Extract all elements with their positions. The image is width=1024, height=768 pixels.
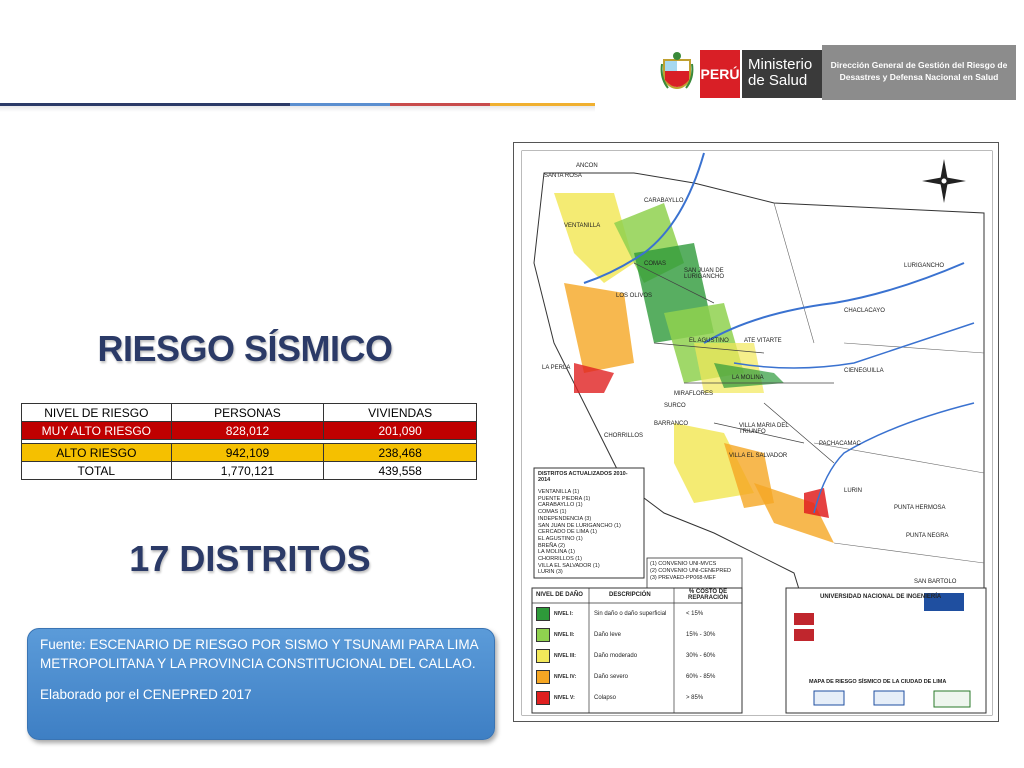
map-label: ATE VITARTE <box>744 338 782 344</box>
legend-cost: 30% - 60% <box>686 653 716 659</box>
map-label: LA PERLA <box>542 365 571 371</box>
risk-table <box>21 403 477 480</box>
legend-cost: > 85% <box>686 695 704 701</box>
map-label: ANCON <box>576 163 598 169</box>
legend-level: NIVEL V: <box>554 695 575 701</box>
districts-list <box>538 489 621 576</box>
district-item: CARABAYLLO (1) <box>538 502 583 509</box>
legend-swatch <box>536 691 550 705</box>
minsa-logo <box>660 45 822 103</box>
header-shadow <box>0 106 595 112</box>
map-label: CIENEGUILLA <box>844 368 884 374</box>
legend-cost: 60% - 85% <box>686 674 716 680</box>
map-label: CARABAYLLO <box>644 198 684 204</box>
districts-title: 17 DISTRITOS <box>129 538 371 579</box>
legend-level: NIVEL I: <box>554 611 574 617</box>
convenio-item: (2) CONVENIO UNI-CENEPRED <box>650 568 731 574</box>
district-item: PUENTE PIEDRA (1) <box>538 495 591 502</box>
legend-description: Colapso <box>594 695 617 701</box>
table-cell: TOTAL <box>22 462 172 480</box>
legend-level: NIVEL IV: <box>554 674 577 680</box>
district-item: CERCADO DE LIMA (1) <box>538 529 597 536</box>
map-label: EL AGUSTINO <box>689 338 729 344</box>
table-header: NIVEL DE RIESGO <box>22 404 172 422</box>
legend-swatch <box>536 628 550 642</box>
table-header: PERSONAS <box>171 404 324 422</box>
district-item: COMAS (1) <box>538 509 567 516</box>
map-label: SURCO <box>664 403 686 409</box>
legend-swatch <box>536 670 550 684</box>
map-label: SAN JUAN DE LURIGANCHO <box>684 268 725 280</box>
district-item: INDEPENDENCIA (3) <box>538 515 592 522</box>
logo-ministry: Ministerio de Salud <box>742 50 822 98</box>
legend-description: Daño severo <box>594 674 629 680</box>
map-label: COMAS <box>644 261 667 267</box>
source-box <box>27 628 495 740</box>
table-cell: 942,109 <box>171 444 324 462</box>
map-label: SANTA ROSA <box>544 173 582 179</box>
map-label: PACHACAMAC <box>819 441 861 447</box>
table-cell: ALTO RIESGO <box>22 444 172 462</box>
map-label: CHORRILLOS <box>604 433 644 439</box>
directorate-box: Dirección General de Gestión del Riesgo de Desastres y Defensa Nacional en Salud <box>822 45 1016 100</box>
map-label: LOS OLIVOS <box>616 293 653 299</box>
legend-cost: 15% - 30% <box>686 632 716 638</box>
district-item: SAN JUAN DE LURIGANCHO (1) <box>538 522 621 529</box>
district-item: EL AGUSTINO (1) <box>538 535 583 542</box>
table-cell: 238,468 <box>324 444 477 462</box>
seismic-risk-map <box>513 142 999 722</box>
table-header-row <box>22 404 477 422</box>
table-row-very-high <box>22 422 477 440</box>
table-cell: 1,770,121 <box>171 462 324 480</box>
map-label: LA MOLINA <box>732 375 764 381</box>
map-title: MAPA DE RIESGO SÍSMICO DE LA CIUDAD DE LIMA <box>809 679 947 685</box>
map-label: PUNTA NEGRA <box>906 533 949 539</box>
institution-name: UNIVERSIDAD NACIONAL DE INGENIERÍA <box>820 594 942 600</box>
map-label: VILLA MARIA DEL TRIUNFO <box>739 423 789 435</box>
legend-description: Sin daño o daño superficial <box>594 611 667 617</box>
districts-box-title: DISTRITOS ACTUALIZADOS 2010-2014 <box>538 471 628 483</box>
map-label: SAN BARTOLO <box>914 579 957 585</box>
legend-swatch <box>536 607 550 621</box>
legend-swatch <box>536 649 550 663</box>
convenio-item: (1) CONVENIO UNI-MVCS <box>650 561 717 567</box>
district-item: LA MOLINA (1) <box>538 549 575 556</box>
source-text: Fuente: ESCENARIO DE RIESGO POR SISMO Y TSUNAMI PARA LIMA METROPOLITANA Y LA PROVINCIA CONSTITUCIONAL DEL CALLAO. <box>40 637 478 671</box>
district-item: BREÑA (2) <box>538 542 565 549</box>
logo-country: PERÚ <box>700 50 740 98</box>
table-cell: 828,012 <box>171 422 324 440</box>
source-credit: Elaborado por el CENEPRED 2017 <box>40 687 252 702</box>
legend-description: Daño moderado <box>594 653 638 659</box>
table-cell: MUY ALTO RIESGO <box>22 422 172 440</box>
map-label: LURIN <box>844 488 863 494</box>
table-row-high <box>22 444 477 462</box>
map-label: CHACLACAYO <box>844 308 885 314</box>
map-label: MIRAFLORES <box>674 391 714 397</box>
map-label: PUNTA HERMOSA <box>894 505 946 511</box>
legend-description: Daño leve <box>594 632 622 638</box>
legend-header: % COSTO DE REPARACIÓN <box>688 589 728 601</box>
map-label: VILLA EL SALVADOR <box>729 453 788 459</box>
page-title: RIESGO SÍSMICO <box>97 328 393 369</box>
legend-header: DESCRIPCIÓN <box>609 592 651 598</box>
peru-shield-icon <box>660 50 694 98</box>
legend-header: NIVEL DE DAÑO <box>536 592 583 598</box>
legend-level: NIVEL II: <box>554 632 575 638</box>
district-item: VILLA EL SALVADOR (1) <box>538 562 600 569</box>
table-row-total <box>22 462 477 480</box>
table-cell: 439,558 <box>324 462 477 480</box>
convenios-list <box>650 561 731 582</box>
district-item: CHORRILLOS (1) <box>538 556 583 563</box>
map-label: BARRANCO <box>654 421 689 427</box>
district-item: LURIN (3) <box>538 569 563 576</box>
map-label: VENTANILLA <box>564 223 601 229</box>
table-header: VIVIENDAS <box>324 404 477 422</box>
legend-cost: < 15% <box>686 611 704 617</box>
legend-level: NIVEL III: <box>554 653 576 659</box>
table-cell: 201,090 <box>324 422 477 440</box>
convenio-item: (3) PREVAED-PP068-MEF <box>650 575 716 581</box>
district-item: VENTANILLA (1) <box>538 489 580 495</box>
map-label: LURIGANCHO <box>904 263 945 269</box>
